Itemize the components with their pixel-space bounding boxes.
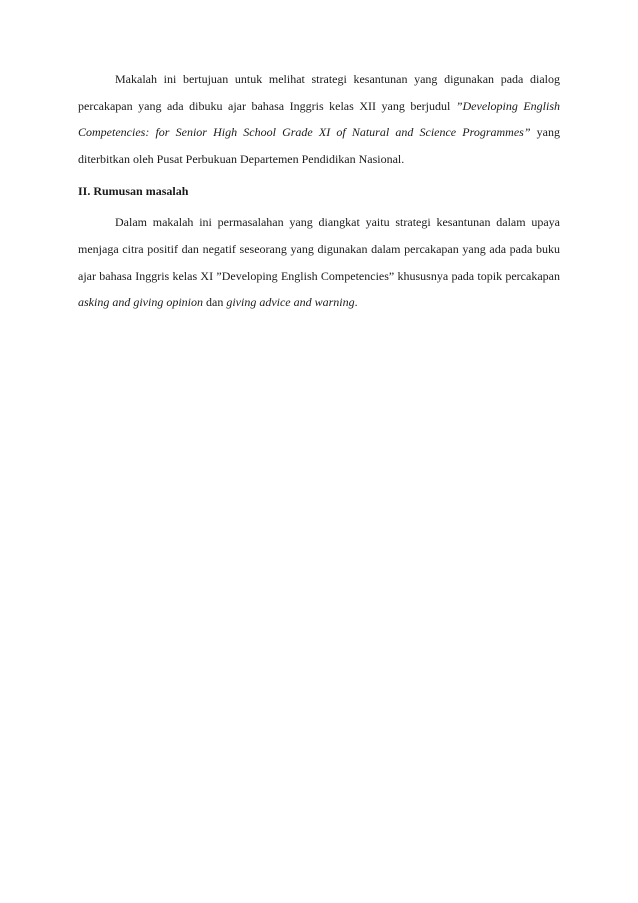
paragraph-problem-conjunction: dan <box>203 295 227 310</box>
paragraph-problem-end: . <box>354 295 358 310</box>
document-body <box>78 66 560 316</box>
paragraph-purpose-text-end: yang diterbitkan oleh Pusat Perbukuan Departemen Pendidikan Nasional. <box>78 125 560 166</box>
topic-giving-advice: giving advice and warning <box>226 295 355 310</box>
section-heading: II. Rumusan masalah <box>78 184 189 199</box>
book-title-italic: ”Developing English Competencies: for Senior High School Grade XI of Natural and Science Programmes” <box>78 98 560 140</box>
paragraph-problem-text: Dalam makalah ini permasalahan yang diangkat yaitu strategi kesantunan dalam upaya menjaga citra positif dan negatif seseorang yang digunakan dalam percakapan yang ada pada buku ajar bahasa Inggris kelas XI ”Developing English Competencies” khususnya pada topik percakapan <box>78 215 560 283</box>
paragraph-problem <box>78 209 560 315</box>
topic-asking-opinion: asking and giving opinion <box>78 295 203 310</box>
paragraph-purpose <box>78 66 560 172</box>
paragraph-purpose-text: Makalah ini bertujuan untuk melihat strategi kesantunan yang digunakan pada dialog percakapan yang ada dibuku ajar bahasa Inggris kelas XII yang berjudul <box>78 72 560 113</box>
